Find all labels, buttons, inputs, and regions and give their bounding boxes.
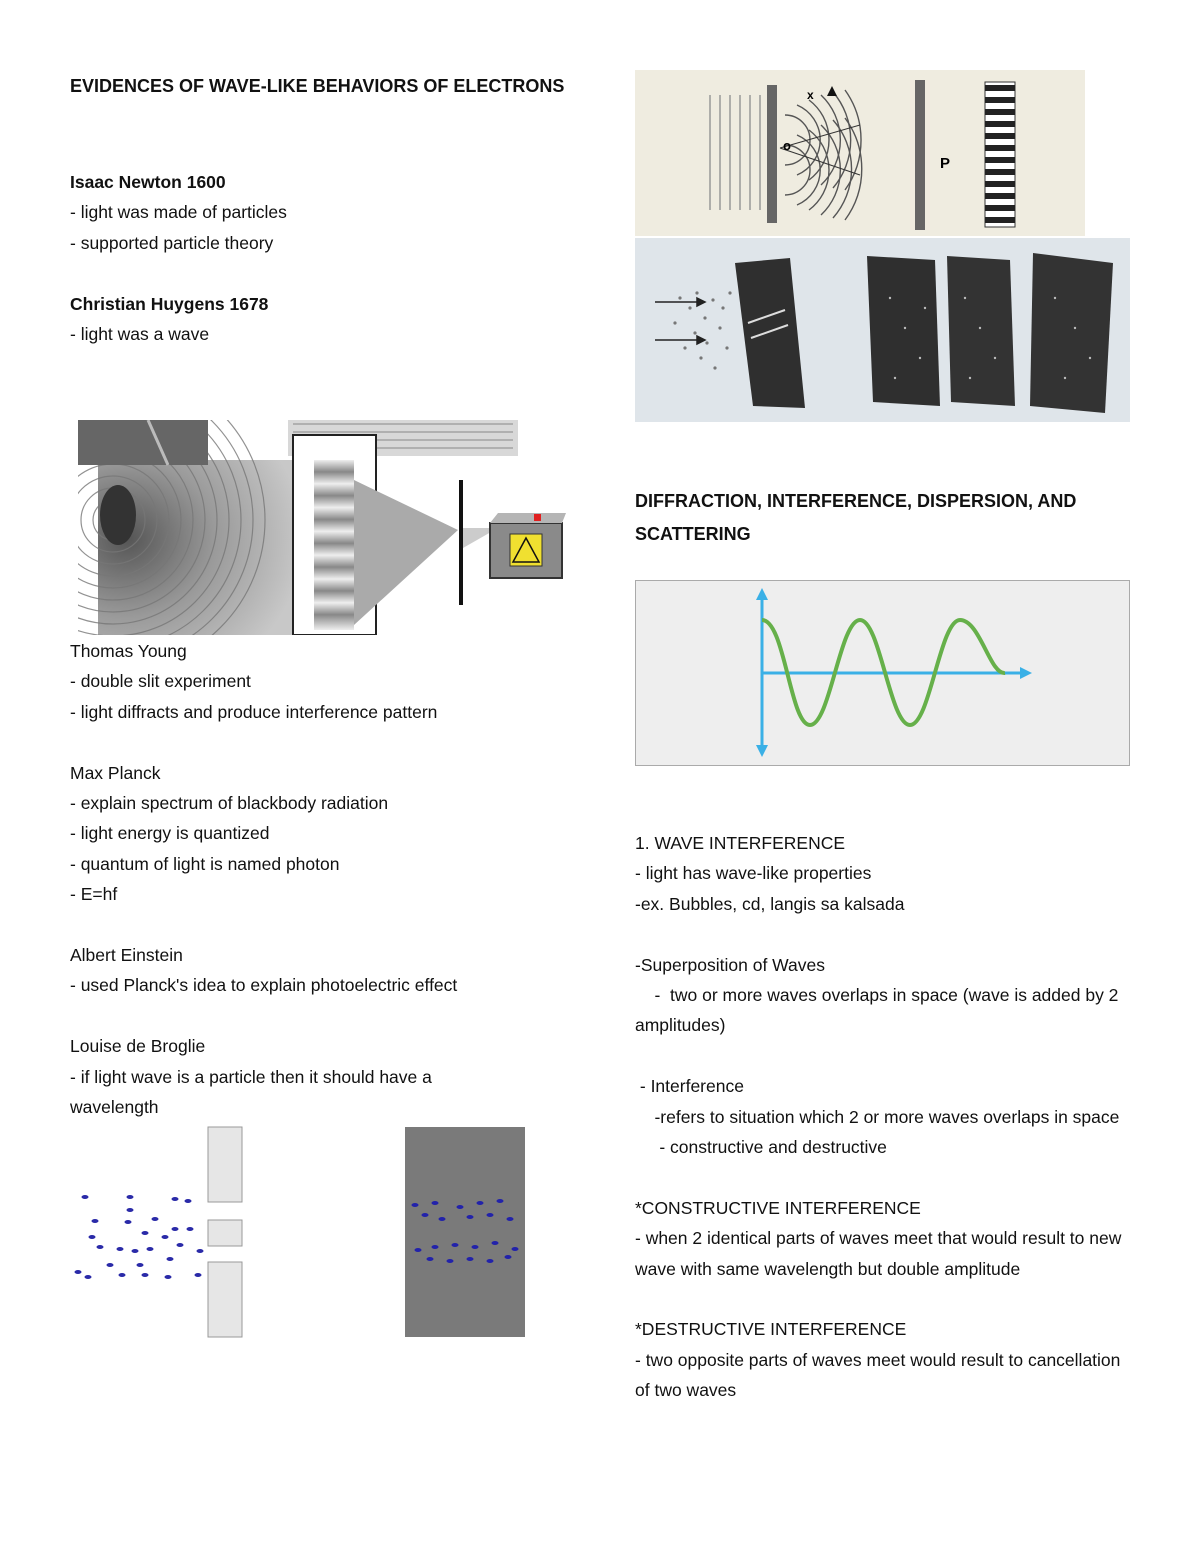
interference-heading: - Interference	[635, 1076, 744, 1097]
superposition-line: - two or more waves overlaps in space (wave is added by 2 amplitudes)	[635, 985, 1124, 1036]
debroglie-line: - if light wave is a particle then it should have a wavelength	[70, 1066, 437, 1118]
label-p: P	[940, 155, 951, 172]
sine-wave-figure	[635, 580, 1130, 766]
slit-wave-diagram	[635, 70, 1085, 236]
young-double-slit-figure	[78, 420, 566, 635]
interference-line: -refers to situation which 2 or more waves overlaps in space	[635, 1106, 1120, 1127]
wave-interference-line: - light has wave-like properties	[635, 863, 872, 884]
planck-line: - E=hf	[70, 884, 118, 905]
newton-line: - light was made of particles	[70, 202, 287, 223]
destructive-line: - two opposite parts of waves meet would result to cancellation of two waves	[635, 1349, 1126, 1401]
electron-screens-figure	[635, 238, 1130, 422]
einstein-line: - used Planck's idea to explain photoelectric effect	[70, 975, 458, 996]
wave-interference-line: -ex. Bubbles, cd, langis sa kalsada	[635, 893, 905, 914]
right-column-bottom	[635, 828, 1135, 1406]
newton-heading: Isaac Newton 1600	[70, 172, 226, 192]
left-column-bottom	[70, 636, 570, 1122]
interference-line: - constructive and destructive	[635, 1137, 887, 1158]
young-heading: Thomas Young	[70, 641, 187, 661]
label-o: o	[783, 138, 791, 153]
newton-line: - supported particle theory	[70, 232, 274, 253]
section-title: DIFFRACTION, INTERFERENCE, DISPERSION, AND SCATTERING	[635, 491, 1077, 544]
label-x: x	[807, 88, 814, 102]
planck-line: - quantum of light is named photon	[70, 853, 340, 874]
page-title: EVIDENCES OF WAVE-LIKE BEHAVIORS OF ELECTRONS	[70, 76, 565, 96]
wave-interference-heading: 1. WAVE INTERFERENCE	[635, 833, 846, 853]
huygens-heading: Christian Huygens 1678	[70, 293, 269, 314]
constructive-line: - when 2 identical parts of waves meet that would result to new wave with same wavelength but double amplitude	[635, 1228, 1127, 1279]
planck-heading: Max Planck	[70, 762, 161, 783]
planck-line: - light energy is quantized	[70, 823, 270, 844]
right-column-top	[635, 485, 1135, 551]
huygens-line: - light was a wave	[70, 324, 210, 345]
young-line: - double slit experiment	[70, 671, 251, 692]
planck-line: - explain spectrum of blackbody radiation	[70, 793, 389, 814]
particle-slit-figure	[70, 1125, 530, 1340]
superposition-heading: -Superposition of Waves	[635, 954, 825, 975]
left-column-top	[70, 70, 570, 349]
debroglie-heading: Louise de Broglie	[70, 1036, 206, 1057]
young-line: - light diffracts and produce interference pattern	[70, 701, 438, 722]
constructive-heading: *CONSTRUCTIVE INTERFERENCE	[635, 1197, 921, 1218]
destructive-heading: *DESTRUCTIVE INTERFERENCE	[635, 1319, 907, 1340]
einstein-heading: Albert Einstein	[70, 945, 183, 966]
